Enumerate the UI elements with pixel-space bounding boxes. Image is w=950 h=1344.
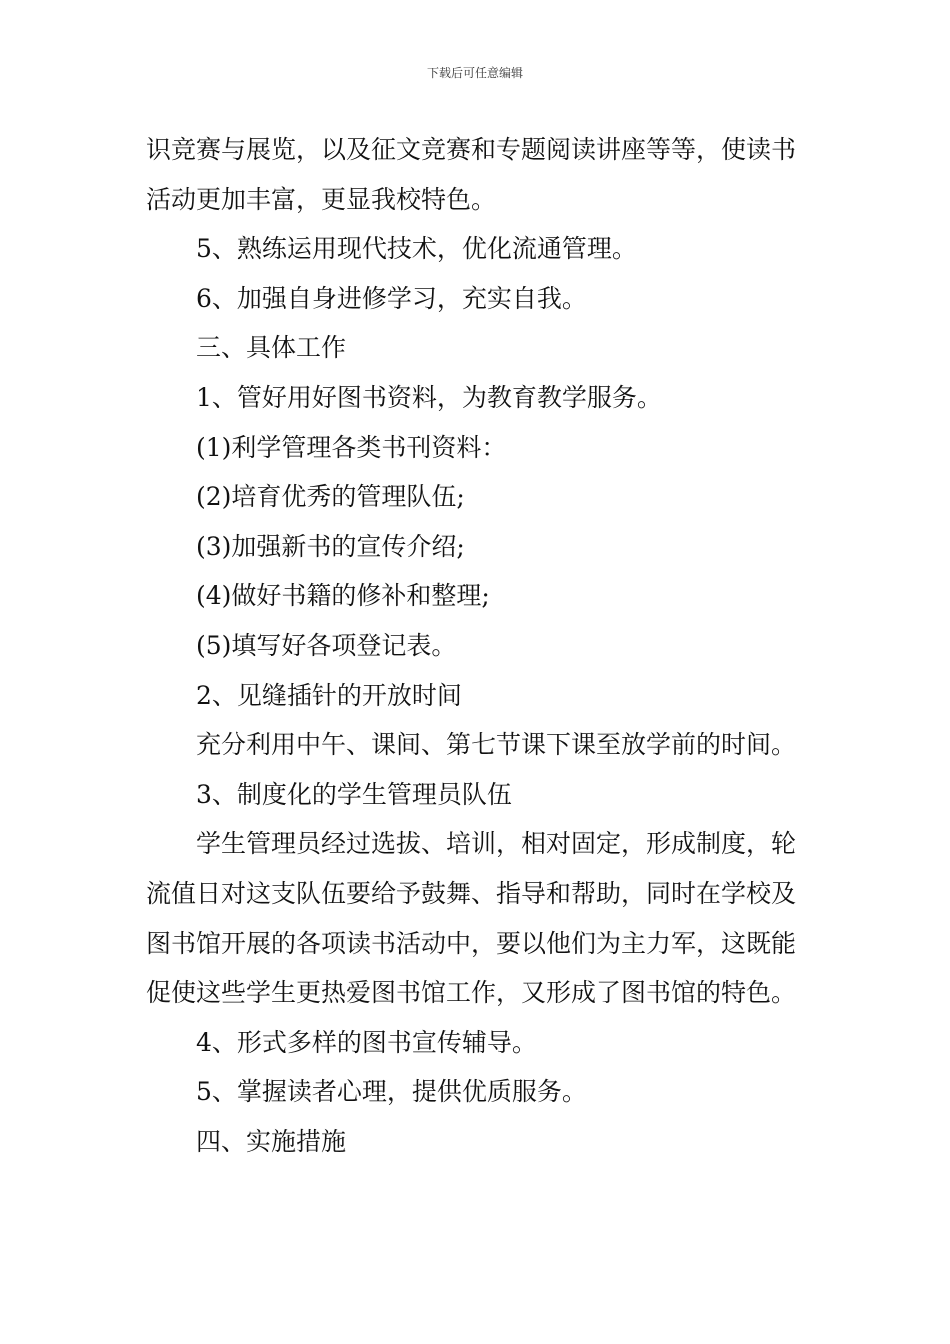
paragraph: 5、掌握读者心理，提供优质服务。	[196, 1077, 587, 1107]
list-item: (1)利学管理各类书刊资料：	[196, 432, 507, 462]
paragraph: 学生管理员经过选拔、培训，相对固定，形成制度，轮流值日对这支队伍要给予鼓舞、指导和帮助，同时在学校及图书馆开展的各项读书活动中，要以他们为主力军，这既能促使这些学生更热爱图书馆工作，又形成了图书馆的特色。	[146, 829, 797, 1008]
page-header: 下载后可任意编辑	[426, 66, 523, 80]
paragraph: 识竞赛与展览，以及征文竞赛和专题阅读讲座等等，使读书活动更加丰富，更显我校特色。	[146, 135, 797, 214]
section-heading: 四、实施措施	[196, 1126, 347, 1156]
list-item: (5)填写好各项登记表。	[196, 630, 457, 660]
paragraph: 充分利用中午、课间、第七节课下课至放学前的时间。	[196, 730, 797, 760]
list-item: (2)培育优秀的管理队伍;	[196, 482, 465, 512]
paragraph: 6、加强自身进修学习，充实自我。	[196, 283, 587, 313]
paragraph: 1、管好用好图书资料，为教育教学服务。	[196, 382, 662, 412]
paragraph: 3、制度化的学生管理员队伍	[196, 779, 512, 809]
paragraph: 2、见缝插针的开放时间	[196, 680, 462, 710]
paragraph: 4、形式多样的图书宣传辅导。	[196, 1027, 537, 1057]
list-item: (4)做好书籍的修补和整理;	[196, 581, 490, 611]
section-heading: 三、具体工作	[196, 333, 347, 363]
list-item: (3)加强新书的宣传介绍;	[196, 531, 465, 561]
document-body	[146, 125, 806, 1166]
paragraph: 5、熟练运用现代技术，优化流通管理。	[196, 234, 637, 264]
